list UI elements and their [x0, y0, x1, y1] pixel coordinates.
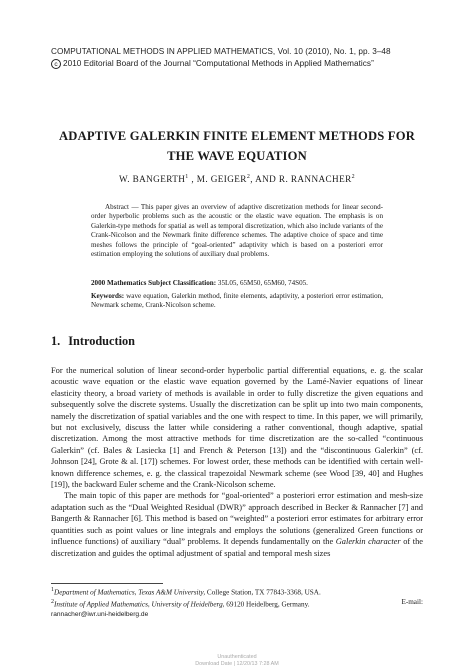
copyright-icon: c [51, 59, 61, 69]
section-heading [51, 334, 135, 349]
paper-title-line-2: THE WAVE EQUATION [167, 149, 307, 163]
keywords [91, 292, 383, 311]
paragraph-text: of the discretization and guides the optimal adjustment of spatial and temporal mesh sizes [51, 537, 423, 558]
watermark-line-2: Download Date | 12/20/13 7:28 AM [195, 661, 279, 667]
footnote-address: 69120 Heidelberg, Germany. [224, 600, 310, 609]
email-link[interactable]: rannacher@iwr.uni-heidelberg.de [51, 610, 149, 618]
msc-value: 35L05, 65M50, 65M60, 74S05. [216, 279, 308, 287]
journal-copyright-text: 2010 Editorial Board of the Journal “Computational Methods in Applied Mathematics” [63, 59, 374, 69]
section-number: 1. [51, 334, 61, 348]
affiliation-mark: 1 [185, 174, 189, 180]
msc-label: 2000 Mathematics Subject Classification: [91, 279, 217, 287]
keywords-label: Keywords: [91, 292, 125, 300]
journal-header [51, 47, 391, 56]
footnote-address: College Station, TX 77843-3368, USA. [205, 588, 321, 597]
footnote-affiliation: Institute of Applied Mathematics, University of Heidelberg, [54, 600, 225, 609]
paper-title [30, 126, 444, 166]
emphasis-text: Galerkin character [335, 537, 401, 547]
footnote-mark: 1 [51, 587, 54, 593]
body-text [51, 365, 423, 559]
affiliation-mark: 2 [246, 174, 251, 180]
footnote [51, 598, 423, 610]
footnote [51, 586, 423, 598]
footnotes [51, 586, 423, 619]
msc-classification [91, 279, 383, 288]
paper-title-line-1: ADAPTIVE GALERKIN FINITE ELEMENT METHODS FOR [59, 129, 415, 143]
author-name: R. RANNACHER [278, 174, 352, 185]
footnote-divider [51, 583, 163, 584]
abstract [91, 203, 383, 260]
abstract-label: Abstract [105, 203, 130, 211]
footnote-email-line [51, 610, 423, 620]
journal-citation: COMPUTATIONAL METHODS IN APPLIED MATHEMATICS, Vol. 10 (2010), No. 1, pp. 3–48 [51, 47, 391, 56]
author-list [30, 174, 444, 184]
author-name: W. BANGERTH [118, 174, 186, 185]
paragraph: For the numerical solution of linear second-order hyperbolic partial differential equations, e. g. the scalar acoustic wave equation or the elastic wave equation governed by the Lamé-Navier equations of linear elasticity theory, a broad variety of methods is available in order to fully discretize the given equations and subsequently solve the discrete systems. Usually the discretization can be split up into two main components, namely the discretization of spatial variables and the one with respect to time. In this paper, we will primarily, but not exclusively, discuss the latter while considering a rather conventional, though adaptive, spatial discretization. Among the most attractive methods for time discretization are the so-called “continuous Galerkin” (cf. Bales & Lasiecka [1] and French & Peterson [13]) and the “discontinuous Galerkin” (cf. Johnson [24], Grote & al. [17]) schemes. For lowest order, these methods can be identified with certain well-known difference schemes, e. g. the classical trapezoidal Newmark scheme (see Wood [39, 40] and Hughes [19]), the backward Euler scheme and the Crank-Nicolson scheme. [51, 366, 423, 490]
author-separator: , AND [250, 174, 279, 185]
section-title: Introduction [68, 334, 135, 348]
footnote-affiliation: Department of Mathematics, Texas A&M University, [54, 588, 206, 597]
download-watermark [0, 654, 474, 668]
footnote-mark: 2 [51, 598, 54, 605]
paragraph [51, 490, 423, 558]
email-label: E-mail: [401, 597, 423, 606]
journal-copyright [51, 59, 374, 69]
affiliation-mark: 2 [351, 174, 356, 180]
author-name: M. GEIGER [196, 174, 247, 185]
watermark-line-1: Unauthenticated [217, 654, 257, 660]
keywords-value: wave equation, Galerkin method, finite elements, adaptivity, a posteriori error estimation, Newmark scheme, Crank-Nicolson scheme. [91, 292, 383, 310]
author-separator: , [188, 174, 197, 185]
paragraph-text: The main topic of this paper are methods for “goal-oriented” a posteriori error estimation and mesh-size adaptation such as the “Dual Weighted Residual (DWR)” approach described in Becker & Rannacher [7] and Bangerth & Rannacher [6]. This method is based on “weighted” a posteriori error estimates for arbitrary error quantities such as point values or line integrals and employs the solutions (generalized Green functions or influence functions) of auxiliary “dual” problems. It depends fundamentally on the [51, 491, 423, 547]
abstract-text: — This paper gives an overview of adaptive discretization methods for linear second-order hyperbolic problems such as the acoustic or the elastic wave equation. The emphasis is on Galerkin-type methods for spatial as well as temporal discretization, which also include variants of the Crank-Nicolson and the Newmark finite difference schemes. The adaptive choice of space and time meshes follows the principle of “goal-oriented” adaptivity which is based on a posteriori error estimation employing the solutions of auxiliary dual problems. [91, 203, 383, 259]
